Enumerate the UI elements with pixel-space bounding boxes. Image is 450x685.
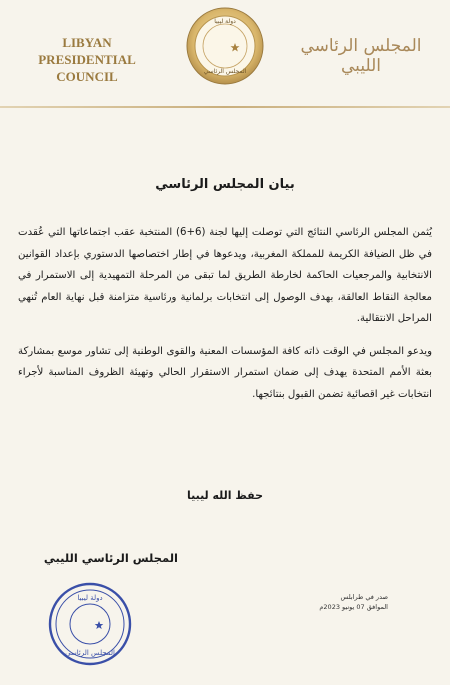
- header-divider: [0, 106, 450, 108]
- paragraph-1: يُثمن المجلس الرئاسي النتائج التي توصلت إليها لجنة (6+6) المنتخبة عقب اجتماعاتها التي عُقدت في ظل الضيافة الكريمة للمملكة المغربية، ويدعوها في إطار اختصاصها الدستوري بإعداد القوانين الانتخابية والمرجعيات الحاكمة لخارطة الطريق لما تبقى من المرحلة التمهيدية إلى الاستمرار في معالجة النقاط العالقة، بهدف الوصول إلى انتخابات برلمانية ورئاسية متزامنة قبل نهاية العام تُنهي المراحل الانتقالية.: [18, 227, 433, 324]
- english-council-name: [12, 34, 162, 85]
- statement-body: [18, 222, 432, 416]
- statement-title: بيان المجلس الرئاسي: [155, 177, 295, 192]
- closing-line: حفظ الله ليبيا: [186, 489, 264, 502]
- paragraph-2: ويدعو المجلس في الوقت ذاته كافة المؤسسات المعنية والقوى الوطنية إلى تشاور موسع بمشاركة بعثة الأمم المتحدة يهدف إلى ضمان استمرار الاستقرار الحالي وتهيئة الظروف المناسبة لأجراء انتخابات غير اقصائية تضمن القبول بنتائجها.: [18, 345, 432, 400]
- english-name-line2: COUNCIL: [56, 69, 118, 84]
- signature: المجلس الرئاسي الليبي: [43, 551, 178, 565]
- english-name-line1: LIBYAN PRESIDENTIAL: [38, 35, 136, 67]
- arabic-council-name: المجلس الرئاسي الليبي: [300, 36, 422, 76]
- stamp-ring-text: دولة ليبيا: [77, 594, 103, 602]
- stamp-center-text: المجلس الرئاسي: [65, 649, 115, 657]
- council-seal-icon: [185, 6, 265, 86]
- issue-info: [288, 592, 388, 612]
- seal-bottom-text: المجلس الرئاسي: [203, 68, 247, 75]
- issued-place: صدر في طرابلس: [340, 593, 388, 601]
- official-stamp-icon: [48, 582, 132, 666]
- seal-top-text: دولة ليبيا: [214, 18, 236, 25]
- issued-date: الموافق 07 يونيو 2023م: [319, 603, 388, 611]
